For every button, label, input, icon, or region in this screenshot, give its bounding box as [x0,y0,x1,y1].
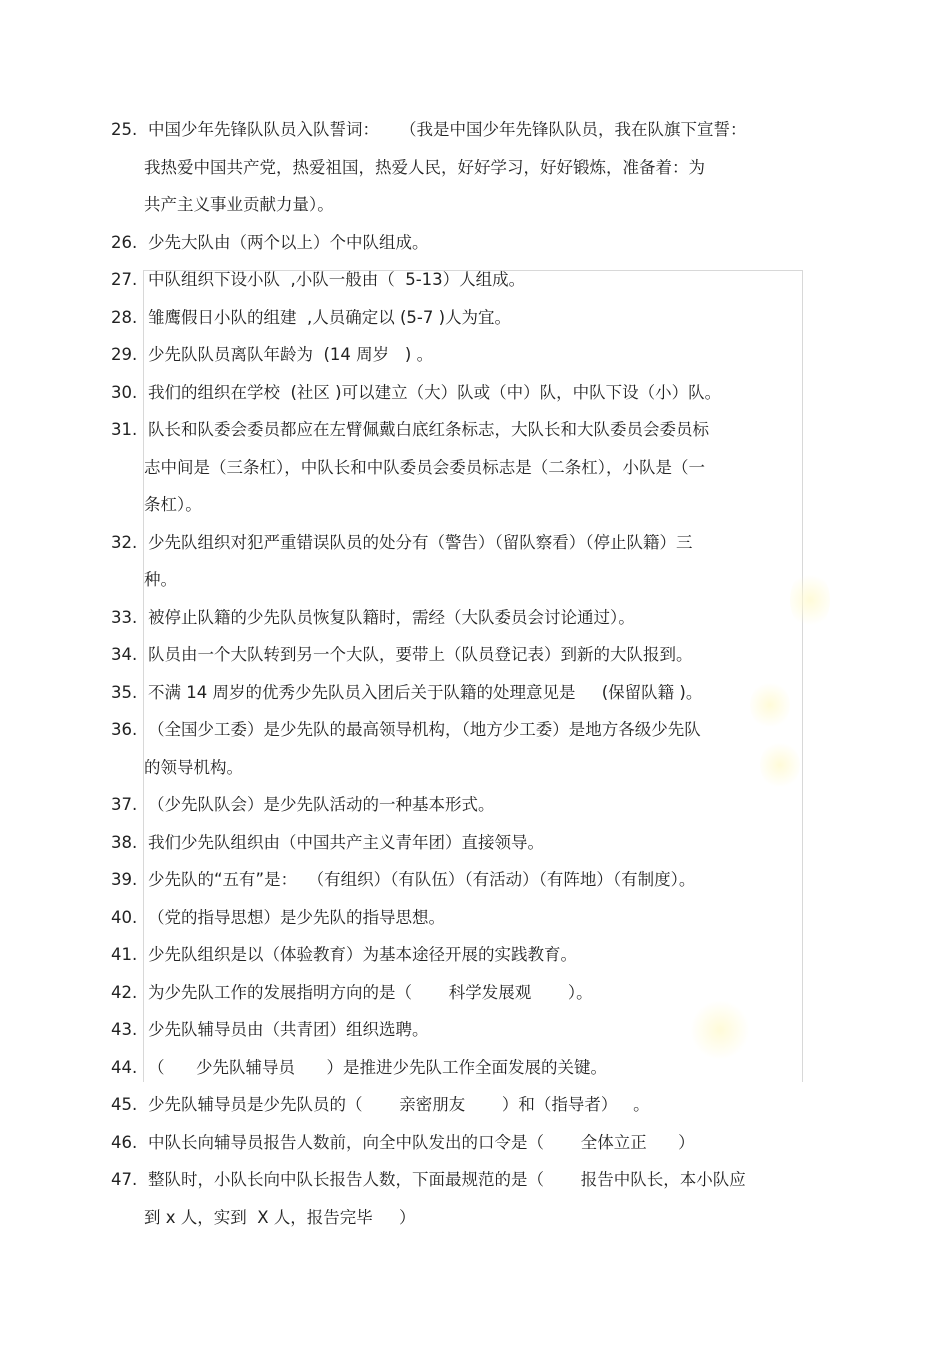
item-text-line: 少先队辅导员由（共青团）组织选聘。 [148,1020,429,1039]
item-text-line: 中队长向辅导员报告人数前，向全中队发出的口令是（ 全体立正 ） [148,1132,695,1152]
item-number: 37. [111,795,138,814]
item-number: 42. [111,982,138,1002]
item-number: 29. [111,345,138,364]
item-text-line: 中国少年先锋队队员入队誓词： （我是中国少年先锋队队员，我在队旗下宣誓： [148,120,747,139]
item-text-line: 少先队的“五有”是： （有组织）（有队伍）（有活动）（有阵地）（有制度）。 [148,870,696,889]
item-number: 47. [111,1170,138,1189]
item-text-line: 的领导机构。 [144,757,243,777]
item-number: 32. [111,532,138,552]
item-number: 33. [111,607,138,627]
item-text [144,299,809,337]
item-text-line: 被停止队籍的少先队员恢复队籍时，需经（大队委员会讨论通过）。 [148,607,635,627]
item-number: 26. [111,232,138,252]
item-number: 36. [111,720,138,739]
item-text [144,711,809,786]
item-text-line: 我们少先队组织由（中国共产主义青年团）直接领导。 [148,832,544,852]
item-text [144,224,809,262]
item-text-line: 条杠）。 [144,495,202,514]
item-number: 45. [111,1095,138,1114]
item-text [144,636,809,674]
item-number: 43. [111,1020,138,1039]
item-text [144,336,809,374]
item-text [144,861,809,899]
item-text [144,1086,809,1124]
item-text [144,786,809,824]
item-number: 28. [111,307,138,327]
item-text [144,1049,809,1087]
item-text [144,824,809,862]
item-text-line: 共产主义事业贡献力量）。 [144,195,334,214]
item-text-line: 少先大队由（两个以上）个中队组成。 [148,232,429,252]
item-text-line: 种。 [144,570,177,589]
item-text [144,1124,809,1162]
item-text-line: 志中间是（三条杠），中队长和中队委员会委员标志是（二条杠），小队是（一 [144,457,705,477]
item-number: 25. [111,120,138,139]
item-text-line: 少先队队员离队年龄为 (14 周岁 ) 。 [148,345,434,364]
item-text [144,1161,809,1236]
item-text [144,599,809,637]
item-text [144,974,809,1012]
item-text-line: 到 x 人，实到 X 人，报告完毕 ） [144,1207,416,1227]
item-number: 39. [111,870,138,889]
item-text [144,1011,809,1049]
item-text [144,899,809,937]
item-text [144,261,809,299]
item-text-line: 我们的组织在学校 (社区 )可以建立（大）队或（中）队，中队下设（小）队。 [148,382,722,402]
item-number: 34. [111,645,138,664]
item-number: 41. [111,945,138,964]
item-text [144,674,809,712]
item-number: 27. [111,270,138,289]
item-text [144,411,809,524]
item-number: 44. [111,1057,138,1077]
item-text-line: 队员由一个大队转到另一个大队，要带上（队员登记表）到新的大队报到。 [148,645,693,664]
item-number: 30. [111,382,138,402]
item-text-line: 少先队组织是以（体验教育）为基本途径开展的实践教育。 [148,945,577,964]
item-text [144,374,809,412]
item-text-line: （ 少先队辅导员 ）是推进少先队工作全面发展的关键。 [148,1057,607,1077]
item-text-line: 中队组织下设小队 ,小队一般由（ 5-13）人组成。 [148,270,526,289]
item-text-line: 队长和队委会委员都应在左臂佩戴白底红条标志，大队长和大队委员会委员标 [148,420,709,439]
item-number: 35. [111,682,138,702]
item-text-line: （少先队队会）是少先队活动的一种基本形式。 [148,795,495,814]
item-text [144,111,809,224]
item-text-line: 我热爱中国共产党，热爱祖国，热爱人民，好好学习，好好锻炼，准备着：为 [144,157,705,177]
item-text-line: 整队时，小队长向中队长报告人数，下面最规范的是（ 报告中队长，本小队应 [148,1170,746,1189]
item-text-line: （党的指导思想）是少先队的指导思想。 [148,907,445,927]
item-text-line: 为少先队工作的发展指明方向的是（ 科学发展观 ）。 [148,982,593,1002]
item-text-line: 少先队组织对犯严重错误队员的处分有（警告）（留队察看）（停止队籍）三 [148,532,693,552]
item-number: 40. [111,907,138,927]
item-number: 31. [111,420,138,439]
item-number: 38. [111,832,138,852]
item-text-line: 不满 14 周岁的优秀少先队员入团后关于队籍的处理意见是 (保留队籍 )。 [148,682,703,702]
item-text-line: （全国少工委）是少先队的最高领导机构，（地方少工委）是地方各级少先队 [148,720,701,739]
item-number: 46. [111,1132,138,1152]
item-text [144,524,809,599]
item-text-line: 少先队辅导员是少先队员的（ 亲密朋友 ）和（指导者） 。 [148,1095,650,1114]
item-text [144,936,809,974]
item-text-line: 雏鹰假日小队的组建 ,人员确定以 (5-7 )人为宜。 [148,307,512,327]
